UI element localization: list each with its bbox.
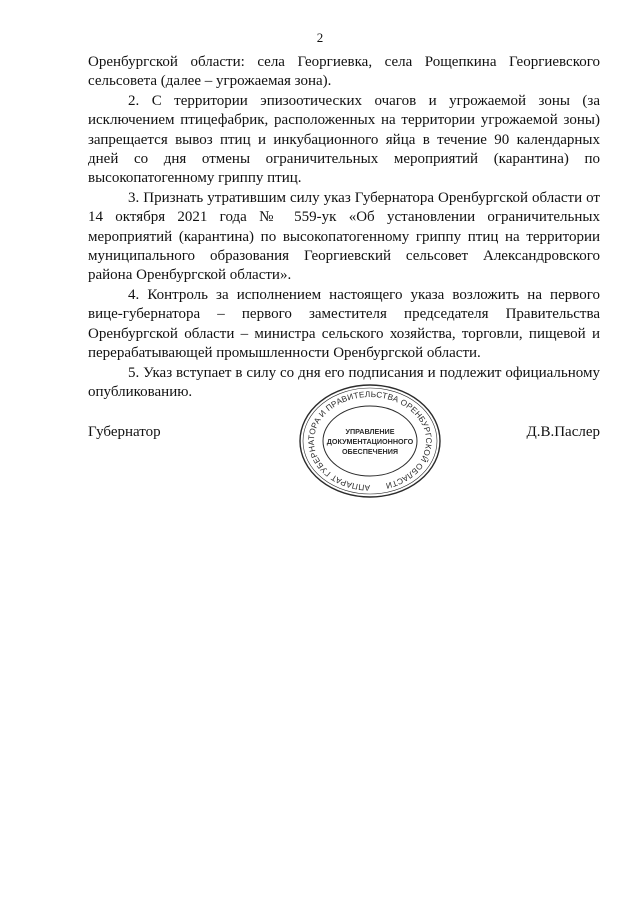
page-number: 2: [316, 30, 324, 45]
paragraph-continuation: Оренбургской области: села Георгиевка, села Рощепкина Георгиевского сельсовета (далее – угрожаемая зона).: [88, 54, 600, 90]
document-body: [88, 53, 600, 402]
stamp-ring-text: АППАРАТ ГУБЕРНАТОРА И ПРАВИТЕЛЬСТВА ОРЕНБУРГСКОЙ ОБЛАСТИ: [306, 389, 434, 493]
paragraph-item-2: 2. С территории эпизоотических очагов и угрожаемой зоны (за исключением птицефабрик, расположенных на территории угрожаемой зоны) запрещается вывоз птиц и инкубационного яйца в течение 90 календарных дней со дня отмены ограничительных мероприятий (карантина) по высокопатогенному гриппу птиц.: [88, 92, 600, 187]
signatory-title: Губернатор: [88, 424, 161, 440]
stamp-center-line-3: ОБЕСПЕЧЕНИЯ: [341, 447, 399, 456]
paragraph-item-4: 4. Контроль за исполнением настоящего указа возложить на первого вице-губернатора – первого заместителя председателя Правительства Оренбургской области – министра сельского хозяйства, торговли, пищевой и перерабатывающей промышленности Оренбургской области.: [88, 286, 600, 362]
stamp-center-line-2: ДОКУМЕНТАЦИОННОГО: [326, 437, 414, 446]
paragraph-item-3: 3. Признать утратившим силу указ Губернатора Оренбургской области от 14 октября 2021 года № 559-ук «Об установлении ограничительных мероприятий (карантина) по высокопатогенному гриппу птиц на территории муниципального образования Георгиевский сельсовет Александровского района Оренбургской области».: [88, 189, 600, 284]
paragraph-item-5: 5. Указ вступает в силу со дня его подписания и подлежит официальному опубликованию.: [88, 364, 600, 400]
signatory-name: Д.В.Паслер: [526, 424, 600, 440]
official-seal-stamp: [296, 382, 444, 500]
stamp-center-line-1: УПРАВЛЕНИЕ: [345, 427, 395, 436]
